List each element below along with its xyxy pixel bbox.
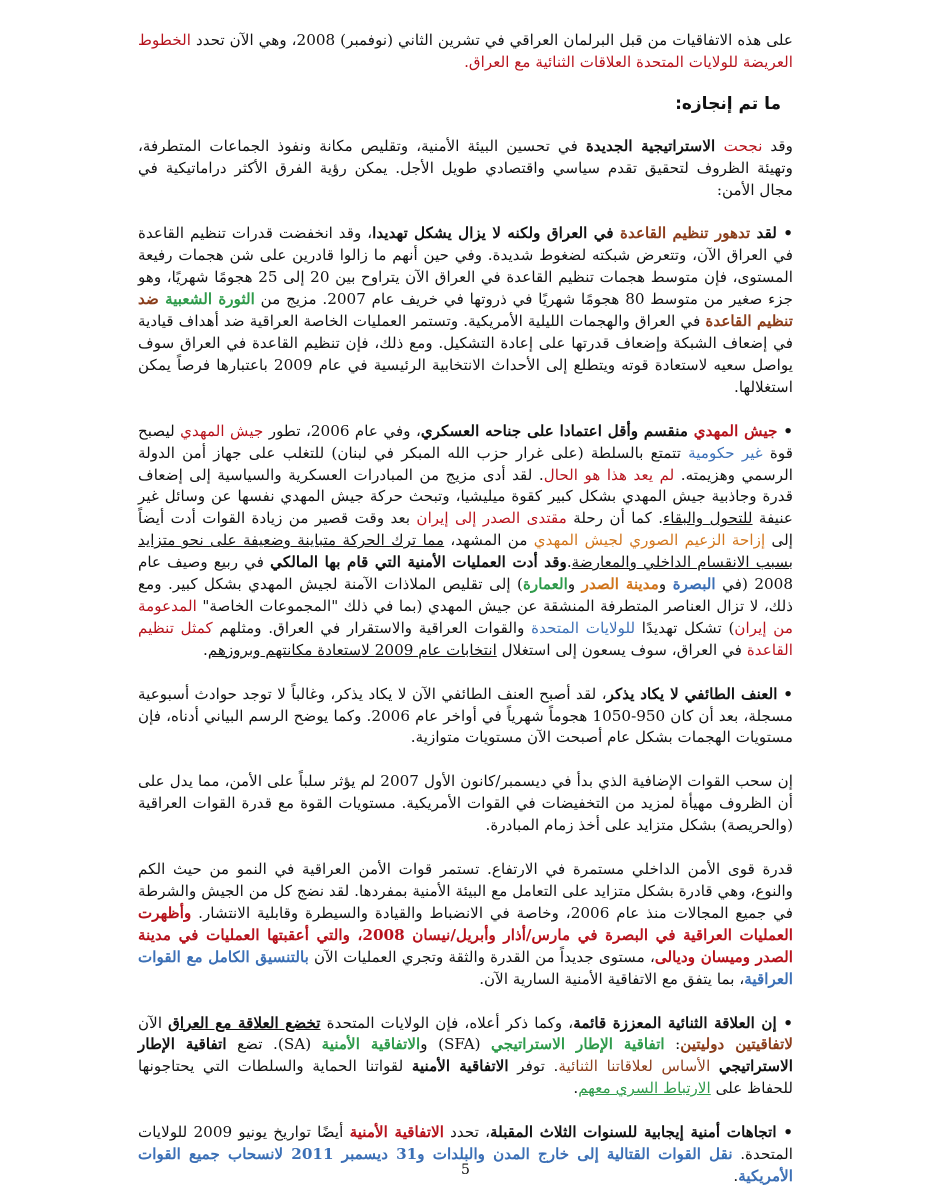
text: ، تحدد (443, 1123, 491, 1142)
paragraph-mahdi-army (138, 421, 793, 662)
text: ، وفي عام 2006، تطور (263, 421, 421, 440)
paragraph-strategy (138, 136, 793, 202)
intro-text: على هذه الاتفاقيات من قبل البرلمان العراقي في تشرين الثاني (نوفمبر) 2008، وهي الآن تحدد (191, 31, 793, 49)
text: و (567, 575, 582, 594)
text: . كما أن رحلة (566, 509, 664, 528)
text-red: الأساس لعلاقاتنا الثنائية (558, 1057, 711, 1076)
text-green: الثورة الشعبية (165, 290, 255, 309)
paragraph-sectarian-violence (138, 684, 793, 750)
text: . (573, 1079, 579, 1098)
text: قدرة قوى الأمن الداخلي مستمرة في الارتفاع. تستمر قوات الأمن العراقية في النمو من حيث الكم والنوع، وهي قادرة بشكل متزايد على التعامل مع البيئة الأمنية بمفردها. لقد نضج كل من الجيش والشرطة في جميع المجالات منذ عام 2006، وخاصة في الانضباط والقيادة والسيطرة وقابلية الانتشار. (138, 860, 793, 922)
text-blue: بالتنسيق الكامل مع القوات العراقية (138, 947, 793, 988)
text-underlined: انتخابات عام 2009 لاستعادة مكانتهم وبروزهم (207, 640, 497, 659)
text-bold-underlined: تخضع العلاقة مع العراق (168, 1013, 321, 1032)
intro-paragraph (138, 30, 793, 74)
text: ، وقد انخفضت قدرات تنظيم القاعدة في العراق الآن، وتتعرض شبكته لضغوط شديدة. وفي حين أنهم ما زالوا قادرين على شن هجمات رفيعة المستوى، فإن متوسط هجمات تنظيم القاعدة في العراق الآن يتراوح بين 20 إلى 25 هجومًا شهريًا، وهو جزء صغير من متوسط 80 هجومًا شهريًا في ذروتها في خريف عام 2007. مزيج من (138, 224, 794, 309)
text: أيضًا تواريخ يونيو 2009 للولايات المتحدة. (138, 1123, 793, 1164)
text-blue: للولايات المتحدة (531, 618, 636, 637)
text-green: اتفاقية الإطار الاستراتيجي (491, 1035, 665, 1054)
text: في العراق، سوف يسعون إلى استغلال (496, 640, 747, 659)
bullet-lead: • لقد (750, 224, 793, 243)
text: . (566, 553, 572, 572)
text: الآن (138, 1013, 169, 1032)
text-orange: مدينة الصدر (581, 575, 659, 594)
text: ، وكما ذكر أعلاه، فإن الولايات المتحدة (320, 1013, 574, 1032)
text: . (733, 1166, 739, 1185)
text: في ربيع وصيف عام 2008 (في (138, 553, 794, 594)
text-red: الاتفاقية الأمنية (349, 1123, 444, 1142)
text-bold: • اتجاهات أمنية إيجابية للسنوات الثلاث المقبلة (490, 1123, 793, 1142)
text-red: لم يعد هذا هو الحال (543, 465, 675, 484)
text-green-underlined: الارتباط السري معهم (578, 1079, 711, 1098)
text-red: المدعومة من إيران (138, 596, 793, 637)
text-bold-red: ضد تنظيم القاعدة (138, 290, 793, 331)
text-red: وأظهرت العمليات العراقية في البصرة في مارس/أذار وأبريل/نيسان 2008، والتي أعقبتها العمليات في مدينة الصدر وميسان وديالى (138, 903, 793, 966)
text-blue: البصرة (672, 575, 716, 594)
text-bold: منقسم وأقل اعتمادا على جناحه العسكري (420, 421, 694, 440)
text: . توفر (508, 1057, 559, 1076)
text-red: جيش المهدي (180, 421, 264, 440)
text: في تحسين البيئة الأمنية، وتقليص مكانة ونفوذ الجماعات المتطرفة، وتهيئة الظروف لتحقيق تقدم سياسي واقتصادي طويل الأجل. يمكن رؤية الفرق الأكثر دراماتيكية في مجال الأمن: (138, 136, 793, 199)
text: ليصبح قوة (138, 421, 793, 462)
paragraph-surge-withdrawal: إن سحب القوات الإضافية الذي بدأ في ديسمبر/كانون الأول 2007 لم يؤثر سلباً على الأمن، مما يدل على أن الظروف مهيأة لمزيد من التخفيضات في القوات الأمريكية. مستويات القوة مع قدرة القوات العراقية (والحريصة) بشكل متزايد على أخذ زمام المبادرة. (138, 772, 793, 835)
page-number: 5 (461, 1162, 470, 1178)
section-heading: ما تم إنجازه: (675, 93, 781, 114)
bullet-lead: • (777, 421, 793, 440)
text: تتمتع بالسلطة (على غرار حزب الله المبكر في لبنان) للتغلب على جهاز أمن الدولة الرسمي وهزيمته. (138, 443, 793, 484)
text: و (658, 575, 673, 594)
text-underlined: للتحول والبقاء (663, 509, 753, 528)
text-bold-red: جيش المهدي (693, 421, 778, 440)
text: : (664, 1035, 681, 1054)
text: بعد وقت قصير من زيادة القوات أدت أيضاً إلى (138, 509, 794, 550)
text-blue: غير حكومية (688, 443, 763, 462)
text: في العراق والهجمات الليلية الأمريكية. وتستمر العمليات الخاصة العراقية ضد أهداف قيادية في إضعاف الشبكة وإضعاف قدرتها على إعادة التشكيل. ومع ذلك، فإن تنظيم القاعدة في العراق سوف يواصل سعيه لاستعادة قوته ويتطلع إلى الأحداث الانتخابية الرئيسية في عام 2009 باعتبارها فرصاً يمكن استغلالها. (138, 312, 793, 396)
text: ) إلى تقليص الملاذات الآمنة لجيش المهدي بشكل كبير. ومع ذلك، لا تزال العناصر المتطرفة المنشقة عن جيش المهدي (بما في ذلك "المجموعات الخاصة" (138, 575, 793, 615)
text-red: مقتدى الصدر إلى إيران (416, 509, 567, 528)
text-bold: في العراق ولكنه لا يزال يشكل تهديدا (372, 224, 621, 243)
paragraph-al-qaeda (138, 223, 793, 398)
text-orange: إزاحة الزعيم الصوري لجيش المهدي (533, 531, 766, 550)
text-bold-red: تدهور تنظيم القاعدة (620, 224, 751, 243)
text: (SFA) و (420, 1035, 492, 1054)
text: . (203, 640, 208, 659)
text: والقوات العراقية والاستقرار في العراق. ومثلهم (212, 618, 532, 637)
text-red: نجحت (723, 136, 763, 155)
text: لقواتنا الحماية والسلطات التي يحتاجونها للحفاظ على (138, 1057, 793, 1098)
text (710, 1057, 719, 1075)
text-bold: • إن العلاقة الثنائية المعززة قائمة (573, 1013, 793, 1032)
text-bold: الاتفاقية الأمنية (411, 1057, 509, 1076)
text: ) تشكل تهديدًا (635, 618, 735, 637)
paragraph-security-forces (138, 859, 793, 990)
text: من المشهد، (444, 531, 534, 550)
text: ، لقد أصبح العنف الطائفي الآن لا يكاد يذكر، وغالباً لا توجد حوادث أسبوعية مسجلة، بعد أن كان 950-1050 هجوماً شهرياً في أواخر عام 2006. وكما يوضح الرسم البياني أدناه، فإن مستويات الهجمات بشكل عام أصبحت الآن مستويات متوازية. (138, 684, 793, 747)
text-bold-red: لاتفاقيتين دوليتين (680, 1035, 794, 1054)
text: ، بما يتفق مع الاتفاقية الأمنية السارية الآن. (479, 969, 745, 988)
text: وقد (762, 136, 793, 155)
text: . لقد أدى مزيج من المبادرات العسكرية والسياسية إلى إضعاف قدرة وجاذبية جيش المهدي بشكل كبير كقوة ميليشيا، وتبحث حركة جيش المهدي نفسها عن وسائل غير عنيفة (138, 465, 793, 528)
text-green: العمارة (522, 575, 568, 594)
text: ، مستوى جديداً من القدرة والثقة وتجري العمليات الآن (308, 947, 655, 966)
text-green: الاتفاقية الأمنية (321, 1035, 421, 1054)
text: (SA). تضع (226, 1035, 322, 1054)
text-bold: • العنف الطائفي لا يكاد يذكر (606, 684, 793, 703)
intro-highlight: الخطوط العريضة للولايات المتحدة العلاقات الثنائية مع العراق. (138, 31, 793, 71)
text-underlined: مما ترك الحركة متباينة وضعيفة على نحو متزايد بسبب الانقسام الداخلي والمعارضة (138, 531, 793, 572)
text-blue: نقل القوات القتالية إلى خارج المدن والبلدات و31 ديسمبر 2011 لانسحاب جميع القوات الأمريكية (138, 1145, 793, 1185)
text-bold: اتفاقية الإطار الاستراتيجي (138, 1035, 793, 1076)
text-bold: الاستراتيجية الجديدة (585, 136, 724, 155)
paragraph-bilateral-relationship (138, 1013, 793, 1101)
text-bold: وقد أدت العمليات الأمنية التي قام بها المالكي (270, 553, 567, 572)
text-red: كمثل تنظيم القاعدة (138, 618, 793, 659)
